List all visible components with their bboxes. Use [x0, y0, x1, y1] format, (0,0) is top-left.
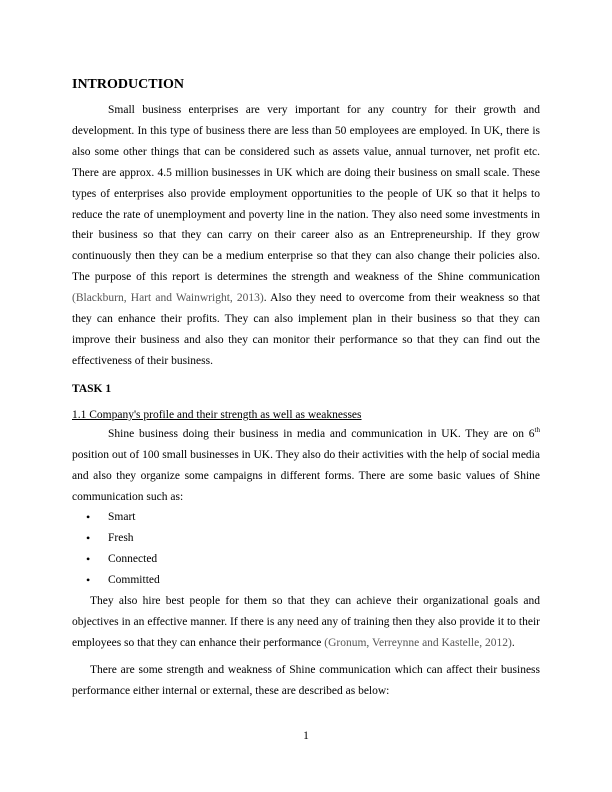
hire-paragraph	[72, 591, 540, 654]
task-heading: TASK 1	[72, 382, 112, 395]
bullet-icon: •	[86, 510, 91, 525]
document-page	[72, 76, 540, 702]
bullet-icon: •	[86, 573, 91, 588]
intro-paragraph	[72, 100, 540, 372]
section-subheading: 1.1 Company's profile and their strength as well as weaknesses	[72, 408, 362, 421]
bullet-icon: •	[86, 531, 91, 546]
values-list	[72, 507, 540, 591]
bullet-icon: •	[86, 552, 91, 567]
list-item-label: Fresh	[108, 532, 134, 545]
intro-citation: (Blackburn, Hart and Wainwright, 2013)	[72, 292, 264, 305]
page-number: 1	[303, 730, 309, 742]
list-item	[72, 507, 540, 528]
profile-text-2: position out of 100 small businesses in UK. They also do their activities with the help of social media and also they organize some campaigns in different forms. There are some basic values of Shine communication such as:	[72, 448, 540, 503]
hire-text: They also hire best people for them so that they can achieve their organizational goals and objectives in an effective manner. If there is any need any of training then they also provide it to their employees so that they can enhance their performance	[72, 595, 540, 649]
strength-paragraph: There are some strength and weakness of Shine communication which can affect their business performance either internal or external, these are described as below:	[72, 663, 540, 697]
intro-tail: . Also they need to overcome from their weakness so that they can enhance their profits. They can also implement plan in their business so that they can improve their business and also they can monitor their performance so that they can find out the effectiveness of their business.	[72, 292, 540, 367]
list-item	[72, 549, 540, 570]
list-item-label: Connected	[108, 553, 158, 566]
intro-text: Small business enterprises are very important for any country for their growth and development. In this type of business there are less than 50 employees are employed. In UK, there is also some other things that can be considered such as assets value, annual turnover, net profit etc. There are approx. 4.5 million businesses in UK which are doing their business on small scale. These types of enterprises also provide employment opportunities to the people of UK so that it helps to reduce the rate of unemployment and poverty line in the nation. They also need some investments in their business so that they can carry on their career also as an Entrepreneurship. If they grow continuously then they can be a medium enterprise so that they can also change their policies also. The purpose of this report is determines the strength and weakness of the Shine communication	[72, 104, 540, 284]
profile-paragraph	[72, 424, 540, 508]
introduction-heading: INTRODUCTION	[72, 77, 185, 92]
profile-text-1: Shine business doing their business in media and communication in UK. They are on 6	[108, 427, 535, 440]
list-item	[72, 528, 540, 549]
list-item-label: Committed	[108, 574, 160, 587]
list-item	[72, 570, 540, 591]
list-item-label: Smart	[108, 511, 136, 524]
hire-citation: (Gronum, Verreynne and Kastelle, 2012)	[324, 636, 512, 649]
hire-tail: .	[511, 636, 515, 649]
profile-superscript: th	[534, 425, 540, 434]
